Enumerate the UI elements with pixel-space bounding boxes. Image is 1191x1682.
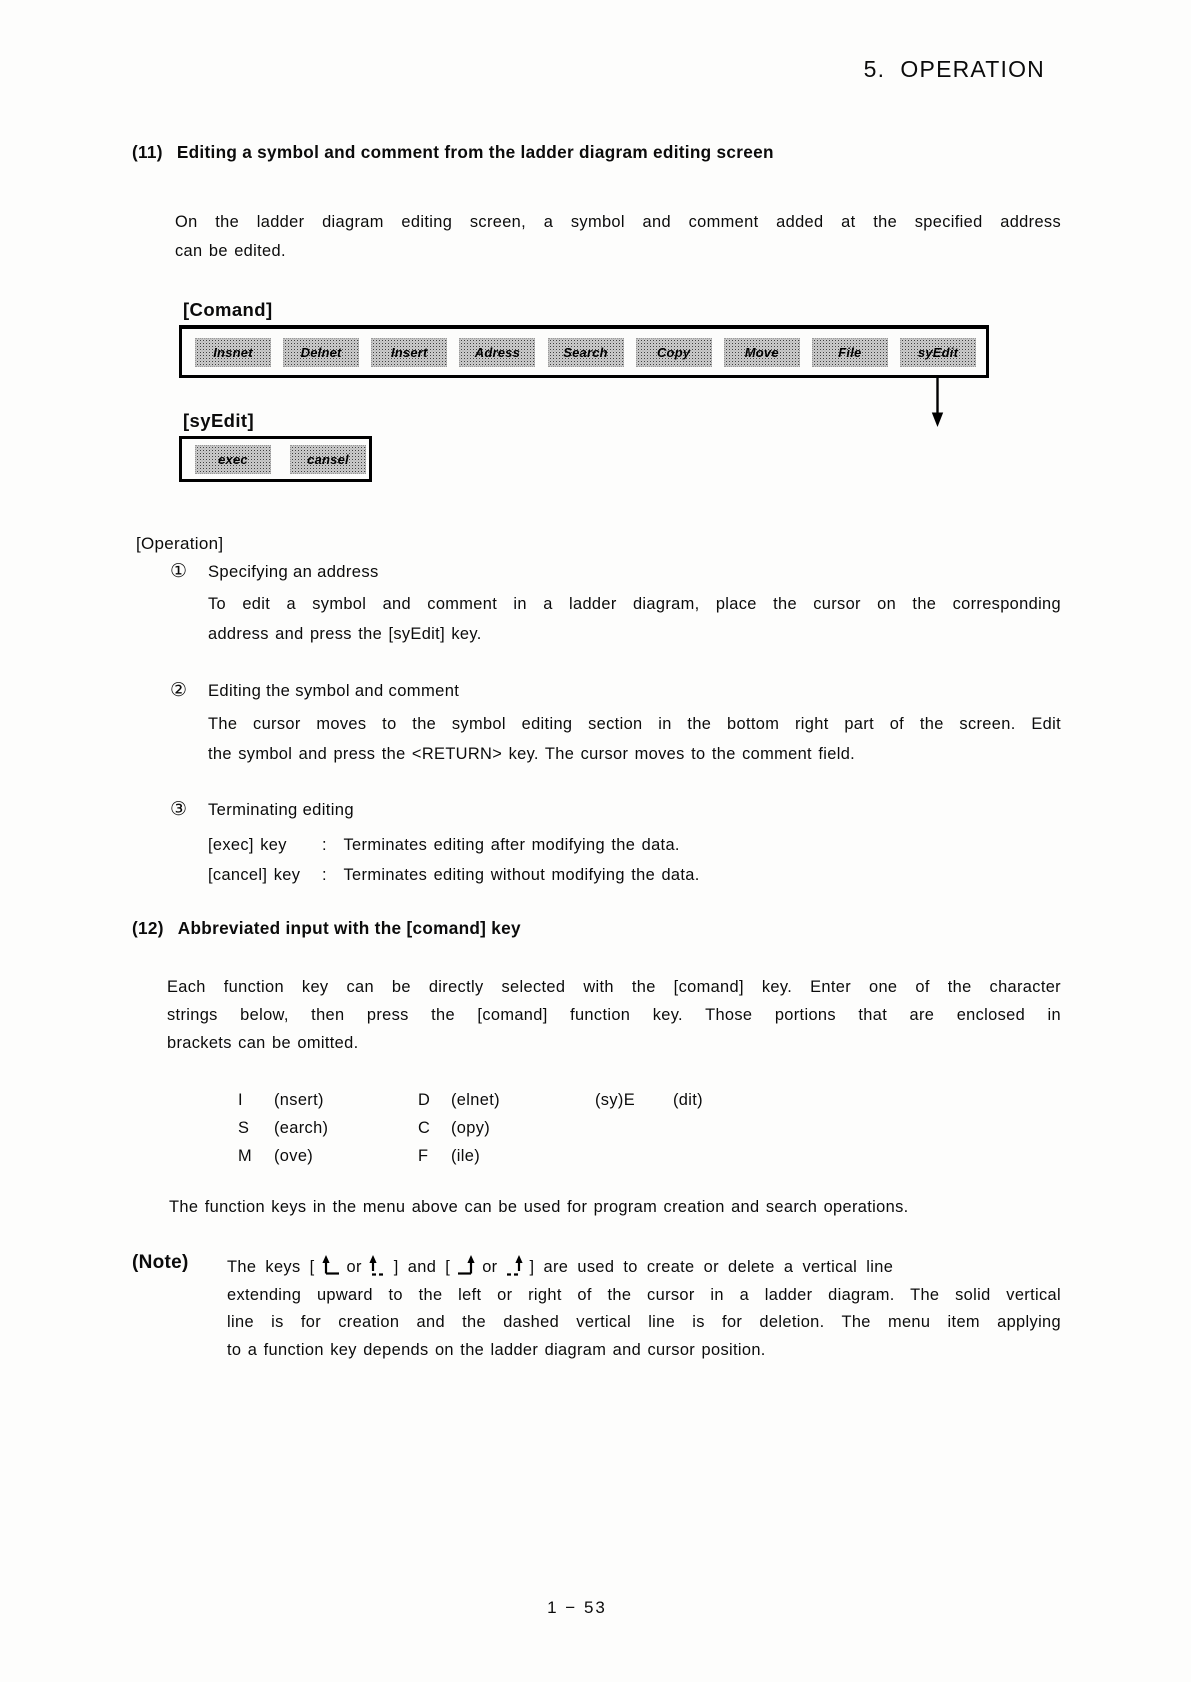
note-line-4: to a function key depends on the ladder diagram and cursor position.	[227, 1341, 766, 1360]
menu-button-search: Search	[548, 338, 624, 367]
abbrev-letter	[595, 1114, 673, 1142]
menu-button-copy: Copy	[636, 338, 712, 367]
syedit-menu-label: [syEdit]	[183, 410, 255, 431]
cancel-key-description: Terminates editing without modifying the data.	[343, 866, 700, 884]
menu-button-cansel: cansel	[290, 445, 366, 474]
note-line-3: line is for creation and the dashed vertical line is for deletion. The menu item applying	[227, 1313, 1061, 1332]
menu-button-file: File	[812, 338, 888, 367]
abbrev-word: (nsert)	[274, 1091, 324, 1109]
menu-button-insnet: Insnet	[195, 338, 271, 367]
abbrev-word: (elnet)	[451, 1091, 500, 1109]
menu-button-exec: exec	[195, 445, 271, 474]
note-text-segment: ] are used to create or delete a vertical line	[529, 1258, 894, 1276]
abbrev-word: (ove)	[274, 1147, 314, 1165]
operation-item-2-body	[208, 709, 1061, 769]
circled-1-marker: ①	[170, 561, 188, 582]
paragraph-line: strings below, then press the [comand] function key. Those portions that are enclosed in	[167, 1006, 1061, 1024]
menu-button-delnet: Delnet	[283, 338, 359, 367]
paragraph-line: the symbol and press the <RETURN> key. The cursor moves to the comment field.	[208, 745, 856, 763]
abbrev-letter: S	[238, 1119, 250, 1137]
page-number: 1 − 53	[547, 1598, 607, 1617]
cancel-key-label: [cancel] key	[208, 866, 301, 884]
note-body	[227, 1254, 1061, 1365]
note-line-1	[227, 1254, 1061, 1282]
abbrev-word	[673, 1142, 743, 1170]
menu-button-adress: Adress	[459, 338, 535, 367]
syedit-menu-bar	[179, 436, 372, 482]
exec-key-label: [exec] key	[208, 836, 287, 854]
menu-button-move: Move	[724, 338, 800, 367]
operation-item-2-heading	[170, 679, 459, 702]
section-11-heading	[132, 142, 774, 163]
circled-3-marker: ③	[170, 799, 188, 820]
menu-button-syedit: syEdit	[900, 338, 976, 367]
operation-item-3-keys	[208, 830, 700, 890]
note-text-segment: The keys [	[227, 1258, 315, 1276]
operation-item-3-title: Terminating editing	[208, 800, 354, 819]
operation-item-1-body	[208, 589, 1061, 649]
note-line-2: extending upward to the left or right of the cursor in a ladder diagram. The solid vertical	[227, 1285, 1061, 1304]
note-label: (Note)	[132, 1252, 189, 1273]
comand-menu-bar	[179, 325, 989, 378]
circled-2-marker: ②	[170, 680, 188, 701]
section-12-footer: The function keys in the menu above can be used for program creation and search operations.	[169, 1198, 909, 1216]
cancel-key-row	[208, 860, 700, 890]
abbrev-letter	[595, 1142, 673, 1170]
operation-item-3-heading	[170, 798, 354, 821]
abbrev-letter: (sy)E	[595, 1091, 635, 1109]
base-left-up-arrow-solid-icon	[456, 1255, 476, 1276]
colon-separator: :	[321, 866, 327, 884]
up-arrow-base-right-dashed-icon	[368, 1255, 388, 1276]
paragraph-line: brackets can be omitted.	[167, 1034, 359, 1052]
operation-item-1-heading	[170, 560, 379, 583]
paragraph-line: On the ladder diagram editing screen, a symbol and comment added at the specified address	[175, 213, 1061, 231]
base-left-up-arrow-dashed-icon	[504, 1255, 524, 1276]
abbrev-letter: I	[238, 1091, 243, 1109]
paragraph-line: Each function key can be directly selected with the [comand] key. Enter one of the character	[167, 978, 1061, 996]
abbrev-letter: F	[418, 1147, 429, 1165]
exec-key-description: Terminates editing after modifying the data.	[343, 836, 680, 854]
operation-label: [Operation]	[136, 534, 224, 553]
abbrev-letter: D	[418, 1091, 431, 1109]
abbrev-word: (earch)	[274, 1119, 329, 1137]
abbrev-letter: M	[238, 1147, 253, 1165]
abbrev-letter: C	[418, 1119, 431, 1137]
section-11-title: Editing a symbol and comment from the ladder diagram editing screen	[176, 142, 774, 162]
section-12-heading	[132, 918, 521, 939]
paragraph-line: To edit a symbol and comment in a ladder diagram, place the cursor on the corresponding	[208, 595, 1061, 613]
section-12-number: (12)	[132, 918, 164, 938]
section-12-paragraph	[167, 973, 1061, 1057]
menu-button-insert: Insert	[371, 338, 447, 367]
note-text-segment: or	[346, 1258, 362, 1276]
down-arrow-icon	[929, 377, 946, 427]
abbrev-word: (dit)	[673, 1091, 703, 1109]
abbrev-word: (ile)	[451, 1147, 481, 1165]
exec-key-row	[208, 830, 700, 860]
comand-menu-label: [Comand]	[183, 299, 273, 320]
section-11-paragraph	[175, 208, 1061, 266]
page-header: 5. OPERATION	[863, 56, 1045, 82]
note-text-segment: ] and [	[393, 1258, 451, 1276]
note-text-segment: or	[482, 1258, 498, 1276]
operation-item-2-title: Editing the symbol and comment	[208, 681, 460, 700]
section-11-number: (11)	[132, 142, 163, 162]
paragraph-line: The cursor moves to the symbol editing section in the bottom right part of the screen. Edit	[208, 715, 1061, 733]
paragraph-line: can be edited.	[175, 242, 286, 260]
section-12-title: Abbreviated input with the [comand] key	[177, 918, 521, 938]
up-arrow-base-right-solid-icon	[321, 1255, 341, 1276]
abbreviation-table	[238, 1086, 743, 1170]
paragraph-line: address and press the [syEdit] key.	[208, 625, 482, 643]
abbrev-word	[673, 1114, 743, 1142]
colon-separator: :	[321, 836, 327, 854]
operation-item-1-title: Specifying an address	[208, 562, 379, 581]
abbrev-word: (opy)	[451, 1119, 491, 1137]
